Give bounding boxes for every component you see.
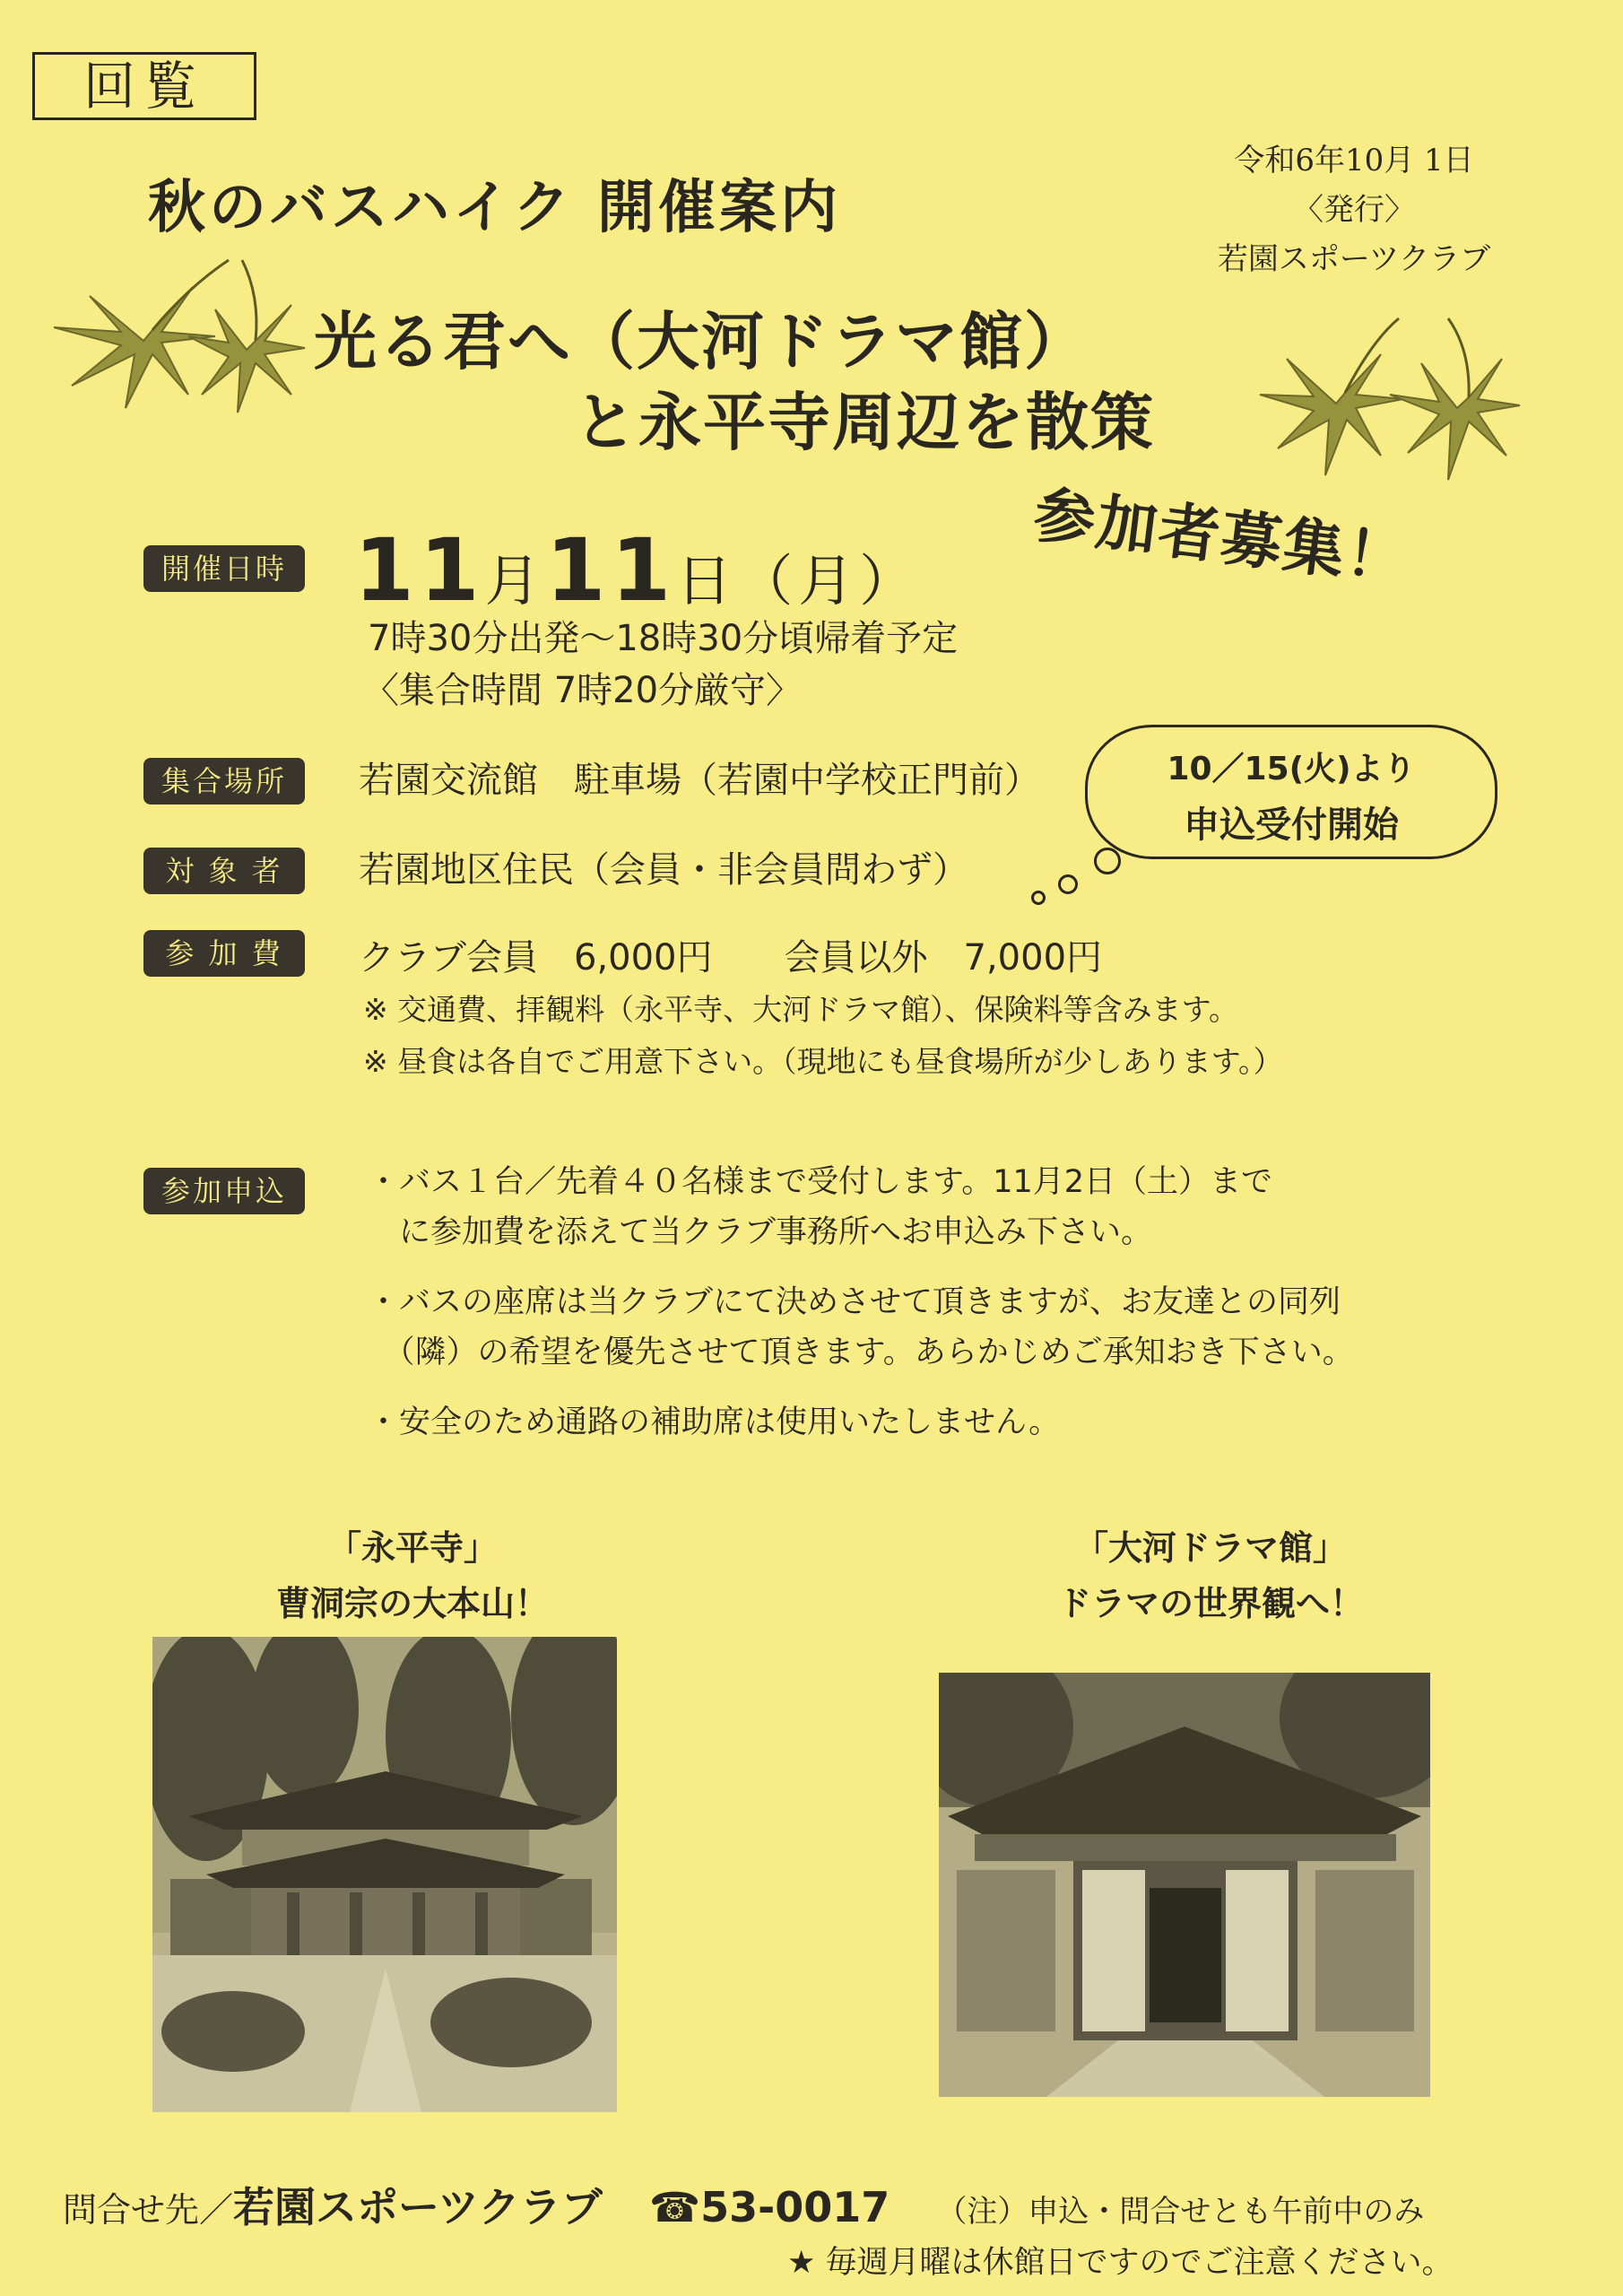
right-photo-caption (986, 1520, 1435, 1631)
fee-label: 参 加 費 (143, 930, 305, 977)
event-date (354, 520, 920, 621)
event-month: 11 (354, 520, 485, 621)
gather-time: 〈集合時間 7時20分厳守〉 (363, 670, 803, 711)
page-title: 秋のバスハイク 開催案内 (148, 175, 842, 241)
place-value: 若園交流館 駐車場（若園中学校正門前） (359, 760, 1040, 801)
event-day: 11 (545, 520, 677, 621)
apply-item: ・バスの座席は当クラブにて決めさせて頂きますが、お友達との同列 (368, 1284, 1341, 1320)
issue-info (1202, 136, 1506, 284)
bubble-dot (1031, 891, 1046, 905)
target-label: 対 象 者 (143, 848, 305, 894)
fee-note-1: ※ 交通費、拝観料（永平寺、大河ドラマ館）、保険料等含みます。 (363, 992, 1239, 1027)
target-value: 若園地区住民（会員・非会員問わず） (359, 849, 968, 891)
right-caption-title: 「大河ドラマ館」 (1073, 1528, 1347, 1568)
contact-info (63, 2175, 1424, 2234)
bubble-dot (1058, 874, 1078, 894)
circulation-box: 回覧 (32, 52, 256, 120)
month-unit: 月 (484, 548, 546, 613)
recruit-heading: 参加者募集！ (1029, 479, 1413, 596)
left-photo-caption (206, 1520, 619, 1631)
apply-item: （隣）の希望を優先させて頂きます。あらかじめご承知おき下さい。 (368, 1335, 1354, 1370)
subtitle-line1: 光る君へ（大河ドラマ館） (314, 305, 1089, 378)
fee-note-2: ※ 昼食は各自でご用意下さい。（現地にも昼食場所が少しあります。） (363, 1044, 1283, 1079)
right-caption-subtitle: ドラマの世界観へ！ (1056, 1584, 1364, 1623)
contact-club: 若園スポーツクラブ (233, 2183, 603, 2231)
contact-label: 問合せ先／ (63, 2190, 234, 2230)
issuer-name: 若園スポーツクラブ (1217, 241, 1491, 277)
maple-leaf-icon (36, 242, 323, 422)
left-caption-subtitle: 曹洞宗の大本山！ (275, 1584, 549, 1623)
bubble-text: 申込受付開始 (1184, 804, 1399, 846)
apply-item: ・バス１台／先着４０名様まで受付します。11月2日（土）まで (368, 1164, 1273, 1200)
apply-item: に参加費を添えて当クラブ事務所へお申込み下さい。 (368, 1214, 1153, 1250)
place-label: 集合場所 (143, 758, 305, 804)
bubble-dot (1094, 848, 1121, 874)
apply-item: ・安全のため通路の補助席は使用いたしません。 (368, 1405, 1061, 1440)
subtitle-line2: と永平寺周辺を散策 (574, 386, 1155, 459)
fee-value: クラブ会員 6,000円 会員以外 7,000円 (359, 937, 1103, 978)
apply-list (368, 1157, 1354, 1448)
application-start-bubble (1085, 725, 1497, 859)
contact-note: （注）申込・問合せとも午前中のみ (936, 2194, 1425, 2230)
schedule-label: 開催日時 (143, 545, 305, 592)
day-unit: 日 (676, 548, 738, 613)
left-caption-title: 「永平寺」 (326, 1528, 498, 1568)
event-weekday: （月） (737, 548, 921, 613)
apply-label: 参加申込 (143, 1168, 305, 1214)
closed-day-note: ★ 毎週月曜は休館日ですのでご注意ください。 (787, 2245, 1454, 2281)
issuer-label: 〈発行〉 (1293, 192, 1415, 228)
eiheiji-temple-photo (152, 1637, 617, 2112)
bubble-date: 10／15(火)より (1167, 751, 1416, 787)
drama-hall-photo (939, 1673, 1430, 2097)
maple-leaf-icon (1255, 305, 1524, 484)
issue-date: 令和6年10月 1日 (1234, 143, 1474, 178)
schedule-times: 7時30分出発～18時30分頃帰着予定 (368, 618, 959, 659)
contact-phone: ☎53-0017 (648, 2183, 890, 2231)
